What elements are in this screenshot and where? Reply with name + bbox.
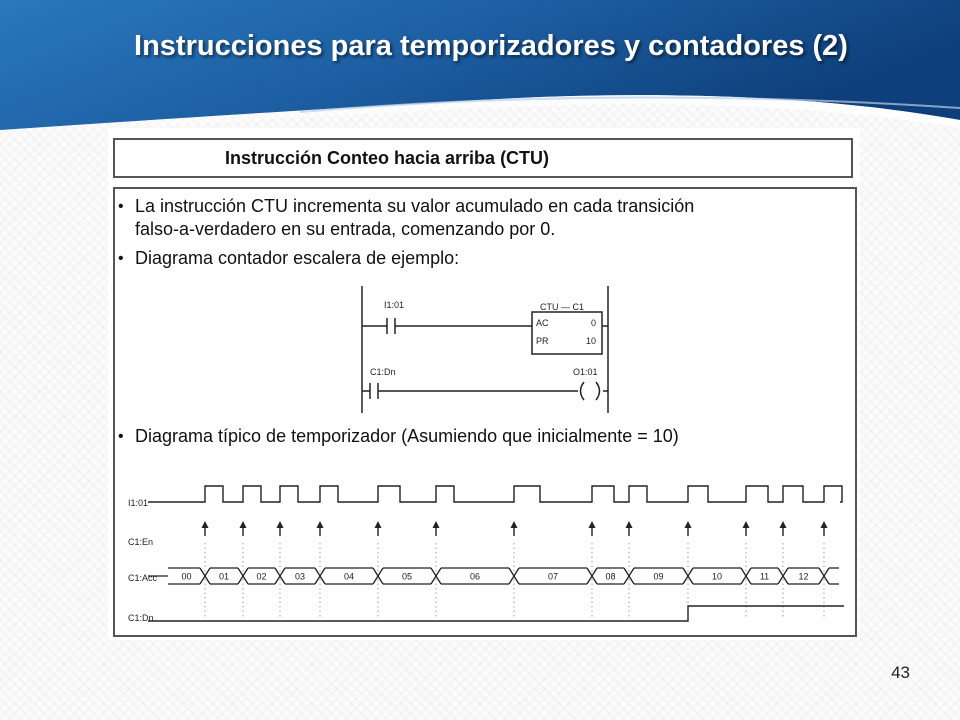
ladder-pr-value: 10	[586, 336, 597, 346]
bullet-line: falso-a-verdadero en su entrada, comenzando por 0.	[135, 219, 556, 239]
ladder-labels	[370, 300, 598, 377]
ladder-ac-label: AC	[536, 318, 549, 328]
acc-value-label: 08	[605, 571, 616, 582]
acc-value-label: 12	[798, 571, 809, 582]
c1dn-waveform	[148, 606, 844, 621]
acc-value-label: 06	[469, 571, 481, 582]
count-arrow-head	[780, 521, 787, 528]
i101-waveform	[148, 486, 842, 502]
coil-left-arc	[581, 382, 585, 400]
bullet-dot: •	[118, 250, 124, 267]
bullet-dot: •	[118, 198, 124, 215]
coil-right-arc	[596, 382, 600, 400]
ctu-figure	[108, 128, 860, 640]
ladder-contact-label: I1:01	[384, 300, 405, 310]
bullet-line: Diagrama contador escalera de ejemplo:	[135, 248, 460, 268]
timing-diagram	[128, 486, 844, 623]
count-arrow-head	[626, 521, 633, 528]
timing-signal-label: I1:01	[128, 498, 149, 508]
count-arrow-head	[589, 521, 596, 528]
acc-value-label: 09	[653, 571, 664, 582]
count-arrow-head	[433, 521, 440, 528]
count-arrow-head	[743, 521, 750, 528]
acc-value-label: 03	[294, 571, 306, 582]
slide-number: 43	[891, 663, 910, 682]
ladder-coil-label: O1:01	[573, 367, 598, 377]
count-arrow-head	[821, 521, 828, 528]
ladder-block-header: CTU — C1	[540, 302, 585, 312]
instruction-title: Instrucción Conteo hacia arriba (CTU)	[225, 148, 550, 168]
bullet-dot: •	[118, 428, 124, 445]
ladder-pr-label: PR	[536, 336, 549, 346]
count-arrow-head	[317, 521, 324, 528]
acc-value-label: 07	[547, 571, 559, 582]
count-arrow-head	[277, 521, 284, 528]
acc-value-label: 10	[711, 571, 723, 582]
timing-signal-label: C1:Acc	[128, 573, 158, 583]
timing-signal-label: C1:En	[128, 537, 154, 547]
count-arrow-head	[685, 521, 692, 528]
header-wave-graphic	[0, 0, 960, 140]
count-arrow-head	[202, 521, 209, 528]
acc-value-label: 02	[256, 571, 267, 582]
bullet-line: La instrucción CTU incrementa su valor acumulado en cada transición	[135, 196, 695, 216]
header-banner	[0, 0, 960, 140]
acc-value-label: 04	[343, 571, 355, 582]
count-arrow-head	[511, 521, 518, 528]
acc-value-label: 05	[401, 571, 413, 582]
ladder-contact-label: C1:Dn	[370, 367, 396, 377]
ladder-ac-value: 0	[591, 318, 597, 328]
acc-value-label: 01	[218, 571, 230, 582]
count-arrow-head	[375, 521, 382, 528]
count-arrow-head	[240, 521, 247, 528]
slide-title: Instrucciones para temporizadores y contadores (2)	[134, 30, 848, 62]
diagram-canvas	[108, 128, 860, 640]
timing-signal-label: C1:Dn	[128, 613, 154, 623]
bullet-line: Diagrama típico de temporizador (Asumiendo que inicialmente = 10)	[135, 426, 679, 446]
acc-value-label: 00	[181, 571, 192, 582]
acc-value-label: 11	[759, 571, 770, 582]
